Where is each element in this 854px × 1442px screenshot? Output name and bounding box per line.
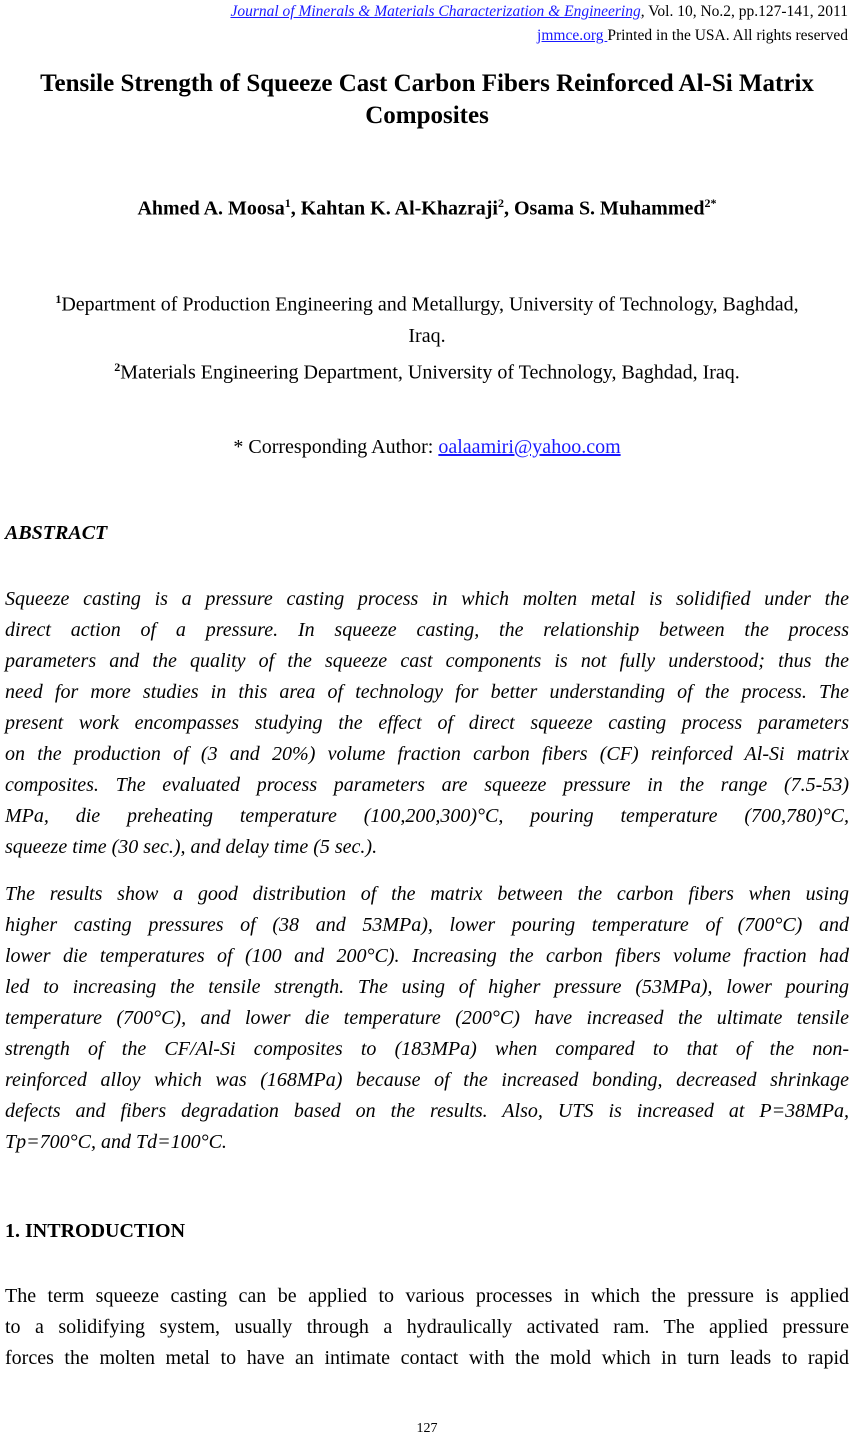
text-line: Squeeze casting is a pressure casting process in which molten metal is solidified under the bbox=[5, 588, 849, 610]
title-line-1: Tensile Strength of Squeeze Cast Carbon Fibers Reinforced Al-Si Matrix bbox=[40, 70, 814, 97]
text-line: Tp=700°C, and Td=100°C. bbox=[5, 1131, 227, 1153]
affiliation-text: Department of Production Engineering and Metallurgy, University of Technology, Baghdad, bbox=[61, 293, 799, 316]
text-line: composites. The evaluated process parameters are squeeze pressure in the range (7.5-53) bbox=[5, 774, 849, 796]
text-line: parameters and the quality of the squeeze cast components is not fully understood; thus the bbox=[5, 650, 849, 672]
author-name: Kahtan K. Al-Khazraji bbox=[300, 197, 498, 220]
affiliation-2 bbox=[0, 352, 854, 389]
running-header bbox=[230, 3, 848, 45]
journal-info: , Vol. 10, No.2, pp.127-141, 2011 bbox=[640, 3, 848, 20]
text-line: temperature (700°C), and lower die temperature (200°C) have increased the ultimate tensile bbox=[5, 1007, 849, 1029]
text-line: forces the molten metal to have an intimate contact with the mold which in turn leads to rapid bbox=[5, 1347, 849, 1369]
affiliation-sup: 1 bbox=[55, 292, 62, 306]
affiliations bbox=[0, 284, 854, 388]
author-list bbox=[0, 196, 854, 221]
author-affiliation-sup: 1 bbox=[284, 196, 291, 210]
text-line: higher casting pressures of (38 and 53MPa), lower pouring temperature of (700°C) and bbox=[5, 914, 849, 936]
introduction-heading: 1. INTRODUCTION bbox=[5, 1220, 186, 1242]
text-line: squeeze time (30 sec.), and delay time (5 sec.). bbox=[5, 836, 378, 858]
text-line: defects and fibers degradation based on the results. Also, UTS is increased at P=38MPa, bbox=[5, 1100, 849, 1122]
title-line-2: Composites bbox=[365, 102, 489, 129]
text-line: strength of the CF/Al-Si composites to (183MPa) when compared to that of the non- bbox=[5, 1038, 849, 1060]
email-link[interactable]: oalaamiri@yahoo.com bbox=[438, 436, 621, 458]
journal-link[interactable]: Journal of Minerals & Materials Characterization & Engineering bbox=[230, 3, 641, 20]
abstract-paragraph-2 bbox=[5, 879, 849, 1158]
affiliation-1 bbox=[0, 284, 854, 321]
author-separator: , bbox=[290, 197, 301, 220]
introduction-paragraph-1 bbox=[5, 1281, 849, 1374]
text-line: on the production of (3 and 20%) volume fraction carbon fibers (CF) reinforced Al-Si matrix bbox=[5, 743, 849, 765]
text-line: led to increasing the tensile strength. The using of higher pressure (53MPa), lower pouring bbox=[5, 976, 849, 998]
corresponding-label: * Corresponding Author: bbox=[233, 436, 439, 458]
text-line: The results show a good distribution of the matrix between the carbon fibers when using bbox=[5, 883, 849, 905]
text-line: lower die temperatures of (100 and 200°C). Increasing the carbon fibers volume fraction had bbox=[5, 945, 849, 967]
rights-text: Printed in the USA. All rights reserved bbox=[607, 27, 848, 44]
text-line: reinforced alloy which was (168MPa) because of the increased bonding, decreased shrinkage bbox=[5, 1069, 849, 1091]
text-line: present work encompasses studying the effect of direct squeeze casting process parameters bbox=[5, 712, 849, 734]
site-link[interactable]: jmmce.org bbox=[537, 27, 608, 44]
author-separator: , bbox=[503, 197, 514, 220]
author-name: Ahmed A. Moosa bbox=[137, 197, 285, 220]
text-line: to a solidifying system, usually through a hydraulically activated ram. The applied pressure bbox=[5, 1316, 849, 1338]
text-line: MPa, die preheating temperature (100,200,300)°C, pouring temperature (700,780)°C, bbox=[5, 805, 849, 827]
text-line: need for more studies in this area of technology for better understanding of the process. The bbox=[5, 681, 849, 703]
text-line: The term squeeze casting can be applied to various processes in which the pressure is applied bbox=[5, 1285, 849, 1307]
abstract-paragraph-1 bbox=[5, 584, 849, 863]
abstract-heading: ABSTRACT bbox=[5, 522, 108, 544]
affiliation-text: Materials Engineering Department, University of Technology, Baghdad, Iraq. bbox=[120, 361, 740, 384]
page-number: 127 bbox=[416, 1421, 438, 1436]
affiliation-text: Iraq. bbox=[408, 324, 446, 347]
corresponding-author bbox=[0, 432, 854, 463]
paper-title bbox=[0, 68, 854, 132]
affiliation-sup: 2 bbox=[114, 359, 121, 374]
author-affiliation-sup: 2 bbox=[497, 196, 504, 210]
author-affiliation-sup: 2* bbox=[704, 196, 717, 210]
author-name: Osama S. Muhammed bbox=[513, 197, 705, 220]
text-line: direct action of a pressure. In squeeze casting, the relationship between the process bbox=[5, 619, 849, 641]
